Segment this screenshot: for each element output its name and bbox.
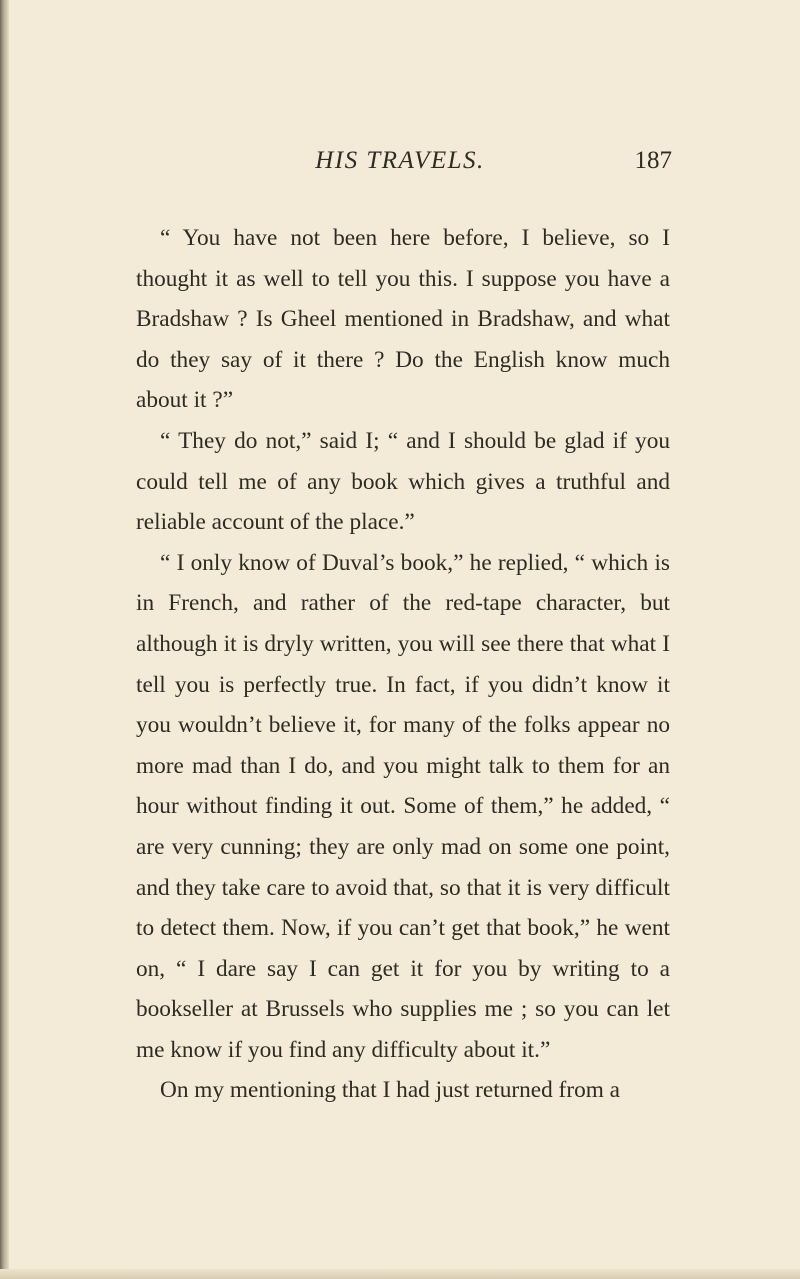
page-gutter-shadow (0, 0, 9, 1279)
running-head (0, 146, 800, 186)
page-number: 187 (634, 147, 672, 174)
paragraph-4: On my mentioning that I had just returned from a (160, 1077, 621, 1104)
paragraph-2: “ They do not,” said I; “ and I should be glad if you could tell me of any book which gives a truthful and reliable account of the place.” (136, 427, 670, 536)
body-text (136, 218, 670, 1111)
paragraph-1: “ You have not been here before, I believe, so I thought it as well to tell you this. I suppose you have a Bradshaw ? Is Gheel mentioned in Bradshaw, and what do they say of it there ? Do the English know much about it ?” (136, 225, 670, 414)
paragraph-3: “ I only know of Duval’s book,” he replied, “ which is in French, and rather of the red-tape character, but although it is dryly written, you will see there that what I tell you is perfectly true. In fact, if you didn’t know it you wouldn’t believe it, for many of the folks appear no more mad than I do, and you might talk to them for an hour without finding it out. Some of them,” he added, “ are very cunning; they are only mad on some one point, and they take care to avoid that, so that it is very difficult to detect them. Now, if you can’t get that book,” he went on, “ I dare say I can get it for you by writing to a bookseller at Brussels who supplies me ; so you can let me know if you find any difficulty about it.” (136, 549, 670, 1063)
running-title: HIS TRAVELS. (315, 147, 485, 174)
page-bottom-edge (0, 1269, 800, 1279)
